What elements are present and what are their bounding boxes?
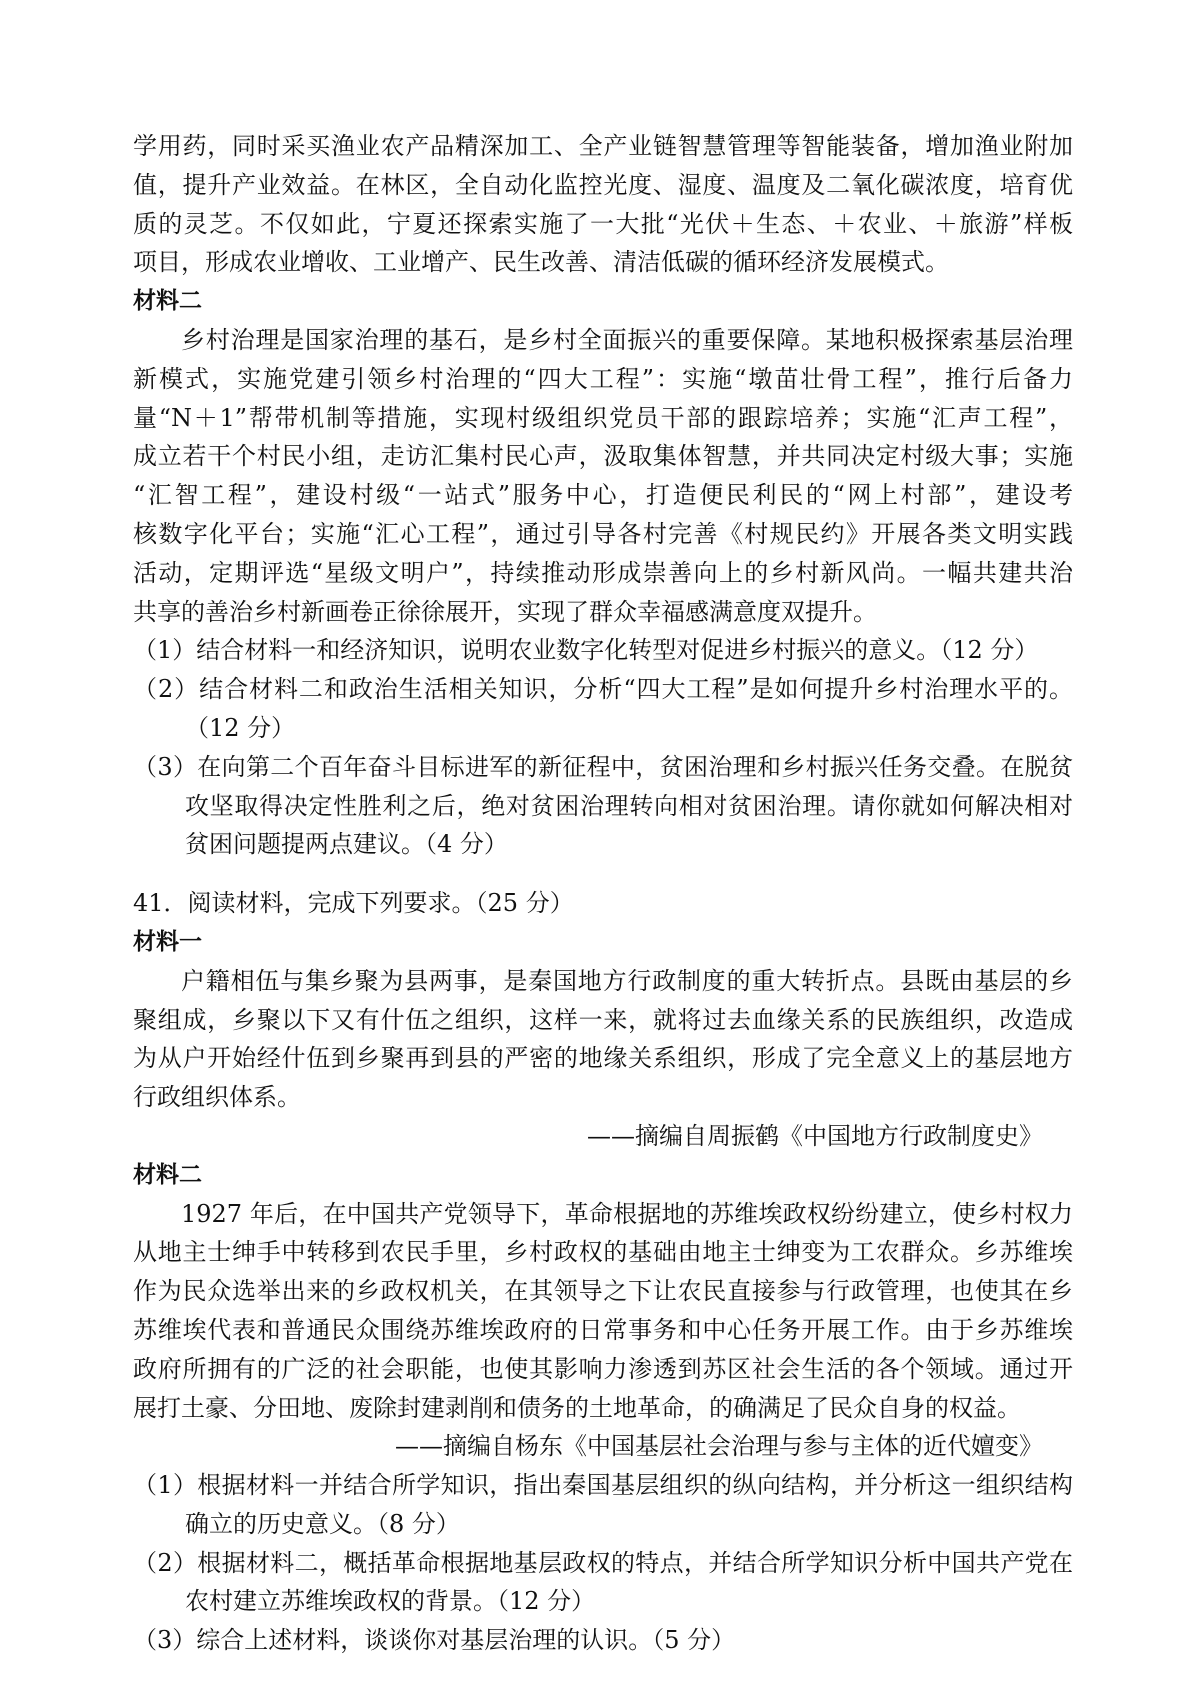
paragraph-line: 乡村治理是国家治理的基石，是乡村全面振兴的重要保障。某地积极探索基层治理 [181, 325, 1073, 354]
question-line: 攻坚取得决定性胜利之后，绝对贫困治理转向相对贫困治理。请你就如何解决相对 [185, 791, 1073, 820]
section-gap [133, 864, 1073, 884]
paragraph-line: 政府所拥有的广泛的社会职能，也使其影响力渗透到苏区社会生活的各个领域。通过开 [133, 1354, 1073, 1383]
question-line: （2）结合材料二和政治生活相关知识，分析“四大工程”是如何提升乡村治理水平的。 [133, 675, 1073, 704]
paragraph-line: 1927 年后，在中国共产党领导下，革命根据地的苏维埃政权纷纷建立，使乡村权力 [181, 1199, 1073, 1228]
paragraph-line: 活动，定期评选“星级文明户”，持续推动形成崇善向上的乡村新风尚。一幅共建共治 [133, 558, 1073, 587]
material-heading: 材料二 [133, 288, 202, 315]
paragraph-line: 展打土豪、分田地、废除封建剥削和债务的土地革命，的确满足了民众自身的权益。 [133, 1393, 1021, 1422]
paragraph-line: 学用药，同时采买渔业农产品精深加工、全产业链智慧管理等智能装备，增加渔业附加 [133, 132, 1073, 160]
paragraph-line: 聚组成，乡聚以下又有什伍之组织，这样一来，就将过去血缘关系的民族组织，改造成 [133, 1005, 1073, 1034]
question-line: （3）综合上述材料，谈谈你对基层治理的认识。（5 分） [133, 1626, 736, 1655]
document-page [133, 127, 1073, 1660]
material-heading: 材料二 [133, 1161, 202, 1188]
paragraph-line: 质的灵芝。不仅如此，宁夏还探索实施了一大批“光伏＋生态、＋农业、＋旅游”样板 [133, 209, 1073, 238]
paragraph-line: 核数字化平台；实施“汇心工程”，通过引导各村完善《村规民约》开展各类文明实践 [133, 519, 1073, 548]
paragraph-line: 苏维埃代表和普通民众围绕苏维埃政府的日常事务和中心任务开展工作。由于乡苏维埃 [133, 1315, 1073, 1344]
paragraph-line: 新模式，实施党建引领乡村治理的“四大工程”：实施“墩苗壮骨工程”，推行后备力 [133, 364, 1073, 393]
paragraph-line: 值，提升产业效益。在林区，全自动化监控光度、湿度、温度及二氧化碳浓度，培育优 [133, 170, 1073, 199]
question-line: （2）根据材料二，概括革命根据地基层政权的特点，并结合所学知识分析中国共产党在 [133, 1548, 1073, 1577]
question-line: 确立的历史意义。（8 分） [185, 1509, 460, 1538]
question-line: （1）结合材料一和经济知识，说明农业数字化转型对促进乡村振兴的意义。（12 分） [133, 636, 1039, 665]
paragraph-line: 共享的善治乡村新画卷正徐徐展开，实现了群众幸福感满意度双提升。 [133, 597, 877, 626]
paragraph-line: 作为民众选举出来的乡政权机关，在其领导之下让农民直接参与行政管理，也使其在乡 [133, 1277, 1073, 1306]
question-line: （12 分） [185, 713, 296, 742]
source-citation: ——摘编自杨东《中国基层社会治理与参与主体的近代嬗变》 [395, 1432, 1043, 1461]
paragraph-line: 行政组织体系。 [133, 1083, 301, 1112]
paragraph-line: 从地主士绅手中转移到农民手里，乡村政权的基础由地主士绅变为工农群众。乡苏维埃 [133, 1238, 1073, 1267]
paragraph-line: 户籍相伍与集乡聚为县两事，是秦国地方行政制度的重大转折点。县既由基层的乡 [181, 966, 1073, 995]
question-line: 农村建立苏维埃政权的背景。（12 分） [185, 1587, 596, 1616]
source-citation: ——摘编自周振鹤《中国地方行政制度史》 [587, 1121, 1043, 1150]
question-line: （1）根据材料一并结合所学知识，指出秦国基层组织的纵向结构，并分析这一组织结构 [133, 1471, 1073, 1500]
question-line: （3）在向第二个百年奋斗目标进军的新征程中，贫困治理和乡村振兴任务交叠。在脱贫 [133, 752, 1073, 781]
paragraph-line: 量“N＋1”帮带机制等措施，实现村级组织党员干部的跟踪培养；实施“汇声工程”， [133, 403, 1073, 432]
paragraph-line: 成立若干个村民小组，走访汇集村民心声，汲取集体智慧，并共同决定村级大事；实施 [133, 442, 1073, 471]
paragraph-line: 项目，形成农业增收、工业增产、民生改善、清洁低碳的循环经济发展模式。 [133, 248, 949, 277]
paragraph-line: “汇智工程”，建设村级“一站式”服务中心，打造便民利民的“网上村部”，建设考 [133, 481, 1073, 510]
material-heading: 材料一 [133, 928, 202, 955]
question-number-line: 41．阅读材料，完成下列要求。（25 分） [133, 889, 574, 918]
paragraph-line: 为从户开始经什伍到乡聚再到县的严密的地缘关系组织，形成了完全意义上的基层地方 [133, 1044, 1073, 1073]
question-line: 贫困问题提两点建议。（4 分） [185, 830, 508, 859]
